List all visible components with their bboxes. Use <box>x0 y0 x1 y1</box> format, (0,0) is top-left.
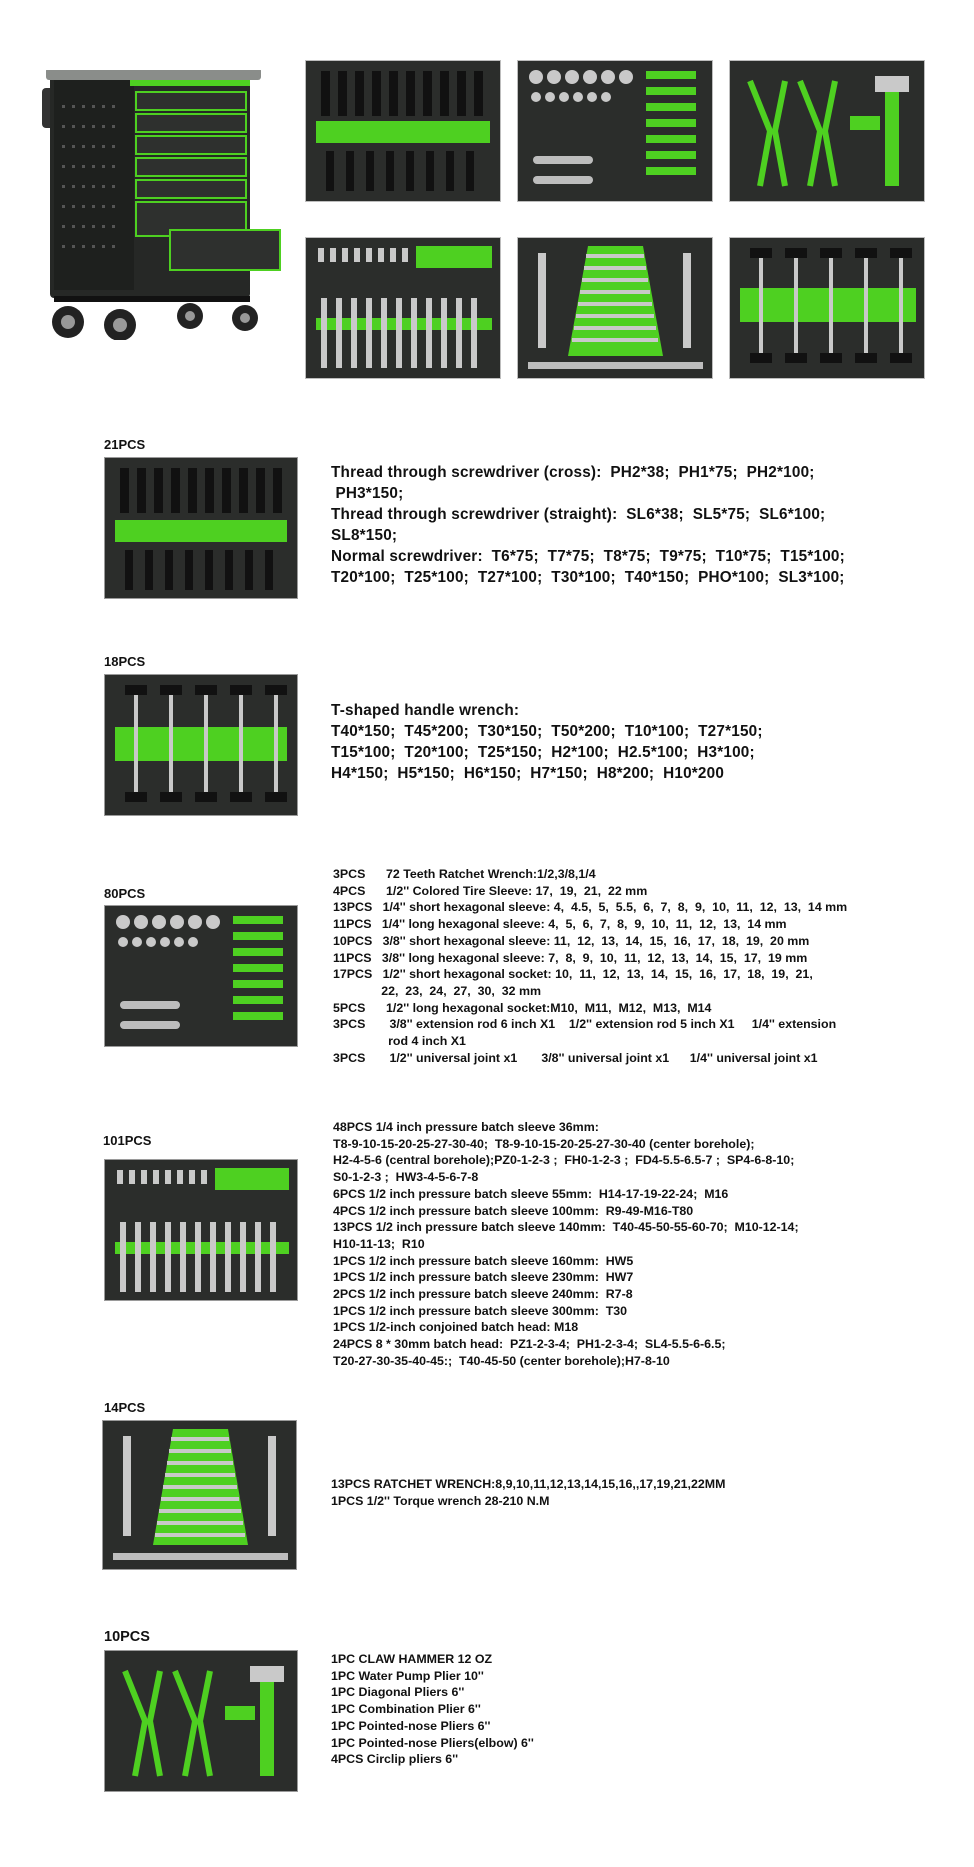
socket-set-tray-thumbnail <box>517 60 713 202</box>
description-line: Normal screwdriver: T6*75; T7*75; T8*75; T9*75; T10*75; T15*100; <box>331 548 845 565</box>
description-line: 1PC Pointed-nose Pliers(elbow) 6'' <box>331 1735 534 1750</box>
description-line: H2-4-5-6 (central borehole);PZ0-1-2-3 ; FH0-1-2-3 ; FD4-5.5-6.5-7 ; SP4-6-8-10; <box>333 1153 795 1168</box>
description-line: 3PCS 1/2'' universal joint x1 3/8'' universal joint x1 1/4'' universal joint x1 <box>333 1050 818 1065</box>
section-count-label: 14PCS <box>104 1400 146 1415</box>
description-line: 6PCS 1/2 inch pressure batch sleeve 55mm: H14-17-19-22-24; M16 <box>333 1186 729 1201</box>
description-line: 13PCS 1/2 inch pressure batch sleeve 140mm: T40-45-50-55-60-70; M10-12-14; <box>333 1220 799 1235</box>
section-count-label: 21PCS <box>104 437 146 452</box>
description-line: T40*150; T45*200; T30*150; T50*200; T10*100; T27*150; <box>331 723 763 740</box>
description-line: T20-27-30-35-40-45:; T40-45-50 (center borehole);H7-8-10 <box>333 1353 670 1368</box>
description-line: 4PCS Circlip pliers 6'' <box>331 1752 459 1767</box>
section-count-label: 80PCS <box>104 886 146 901</box>
description-line: 1PC Water Pump Plier 10'' <box>331 1668 484 1683</box>
pliers-tray-thumbnail <box>729 60 925 202</box>
description-line: 2PCS 1/2 inch pressure batch sleeve 240mm: R7-8 <box>333 1287 633 1302</box>
description-line: S0-1-2-3 ; HW3-4-5-6-7-8 <box>333 1170 479 1185</box>
description-line: 5PCS 1/2'' long hexagonal socket:M10, M11, M12, M13, M14 <box>333 1000 712 1015</box>
description-line: 1PCS 1/2 inch pressure batch sleeve 300mm: T30 <box>333 1303 628 1318</box>
bits-tray-image <box>104 1159 298 1301</box>
description-line: 22, 23, 24, 27, 30, 32 mm <box>333 983 542 998</box>
description-line: 10PCS 3/8'' short hexagonal sleeve: 11, 12, 13, 14, 15, 16, 17, 18, 19, 20 mm <box>333 933 810 948</box>
description-line: 17PCS 1/2'' short hexagonal socket: 10, 11, 12, 13, 14, 15, 16, 17, 18, 19, 21, <box>333 967 813 982</box>
description-line: T-shaped handle wrench: <box>331 702 520 719</box>
description-line: 48PCS 1/4 inch pressure batch sleeve 36mm: <box>333 1120 599 1134</box>
description-line: 1PCS 1/2'' Torque wrench 28-210 N.M <box>331 1493 550 1508</box>
description-line: Thread through screwdriver (straight): SL6*38; SL5*75; SL6*100; <box>331 506 826 523</box>
description-line: 3PCS 3/8'' extension rod 6 inch X1 1/2'' extension rod 5 inch X1 1/4'' extension <box>333 1017 837 1032</box>
description-line: H4*150; H5*150; H6*150; H7*150; H8*200; H10*200 <box>331 765 725 782</box>
description-line: 1PC Pointed-nose Pliers 6'' <box>331 1718 491 1733</box>
description-line: 1PCS 1/2-inch conjoined batch head: M18 <box>333 1320 579 1335</box>
description-line: 11PCS 1/4'' long hexagonal sleeve: 4, 5, 6, 7, 8, 9, 10, 11, 12, 13, 14 mm <box>333 917 787 932</box>
description-line: T20*100; T25*100; T27*100; T30*100; T40*150; PHO*100; SL3*100; <box>331 569 845 586</box>
description-line: H10-11-13; R10 <box>333 1236 425 1251</box>
section-description <box>333 1119 799 1370</box>
ratchet-wrench-tray-thumbnail <box>517 237 713 379</box>
bits-tray-thumbnail <box>305 237 501 379</box>
description-line: T8-9-10-15-20-25-27-30-40; T8-9-10-15-20-25-27-30-40 (center borehole); <box>333 1136 755 1151</box>
description-line: PH3*150; <box>331 485 404 502</box>
section-description <box>331 1651 534 1768</box>
description-line: 1PCS 1/2 inch pressure batch sleeve 160mm: HW5 <box>333 1253 634 1268</box>
pliers-tray-image <box>104 1650 298 1792</box>
ratchet-wrench-tray-image <box>102 1420 297 1570</box>
screwdriver-tray-image <box>104 457 298 599</box>
section-count-label: 18PCS <box>104 654 146 669</box>
description-line: 4PCS 1/2 inch pressure batch sleeve 100mm: R9-49-M16-T80 <box>333 1203 694 1218</box>
description-line: 4PCS 1/2'' Colored Tire Sleeve: 17, 19, 21, 22 mm <box>333 883 648 898</box>
t-handle-tray-image <box>104 674 298 816</box>
description-line: 24PCS 8 * 30mm batch head: PZ1-2-3-4; PH1-2-3-4; SL4-5.5-6-6.5; <box>333 1337 726 1352</box>
description-line: T15*100; T20*100; T25*150; H2*100; H2.5*100; H3*100; <box>331 744 755 761</box>
description-line: Thread through screwdriver (cross): PH2*38; PH1*75; PH2*100; <box>331 464 815 481</box>
description-line: 1PC Diagonal Pliers 6'' <box>331 1685 465 1700</box>
description-line: 1PCS 1/2 inch pressure batch sleeve 230mm: HW7 <box>333 1270 634 1285</box>
description-line: 1PC CLAW HAMMER 12 OZ <box>331 1652 493 1666</box>
socket-set-tray-image <box>104 905 298 1047</box>
description-line: SL8*150; <box>331 527 398 544</box>
description-line: 3PCS 72 Teeth Ratchet Wrench:1/2,3/8,1/4 <box>333 867 596 881</box>
section-description <box>331 1476 725 1509</box>
tool-cabinet-image <box>40 70 285 340</box>
section-count-label: 10PCS <box>104 1629 150 1645</box>
description-line: 13PCS RATCHET WRENCH:8,9,10,11,12,13,14,15,16,,17,19,21,22MM <box>331 1477 726 1491</box>
description-line: 11PCS 3/8'' long hexagonal sleeve: 7, 8, 9, 10, 11, 12, 13, 14, 15, 17, 19 mm <box>333 950 808 965</box>
section-description <box>331 700 763 784</box>
description-line: 13PCS 1/4'' short hexagonal sleeve: 4, 4.5, 5, 5.5, 6, 7, 8, 9, 10, 11, 12, 13, 14 mm <box>333 900 848 915</box>
description-line: rod 4 inch X1 <box>333 1034 466 1049</box>
screwdriver-tray-thumbnail <box>305 60 501 202</box>
section-description <box>333 866 847 1066</box>
t-handle-tray-thumbnail <box>729 237 925 379</box>
description-line: 1PC Combination Plier 6'' <box>331 1702 481 1717</box>
section-count-label: 101PCS <box>103 1133 152 1148</box>
section-description <box>331 462 845 588</box>
